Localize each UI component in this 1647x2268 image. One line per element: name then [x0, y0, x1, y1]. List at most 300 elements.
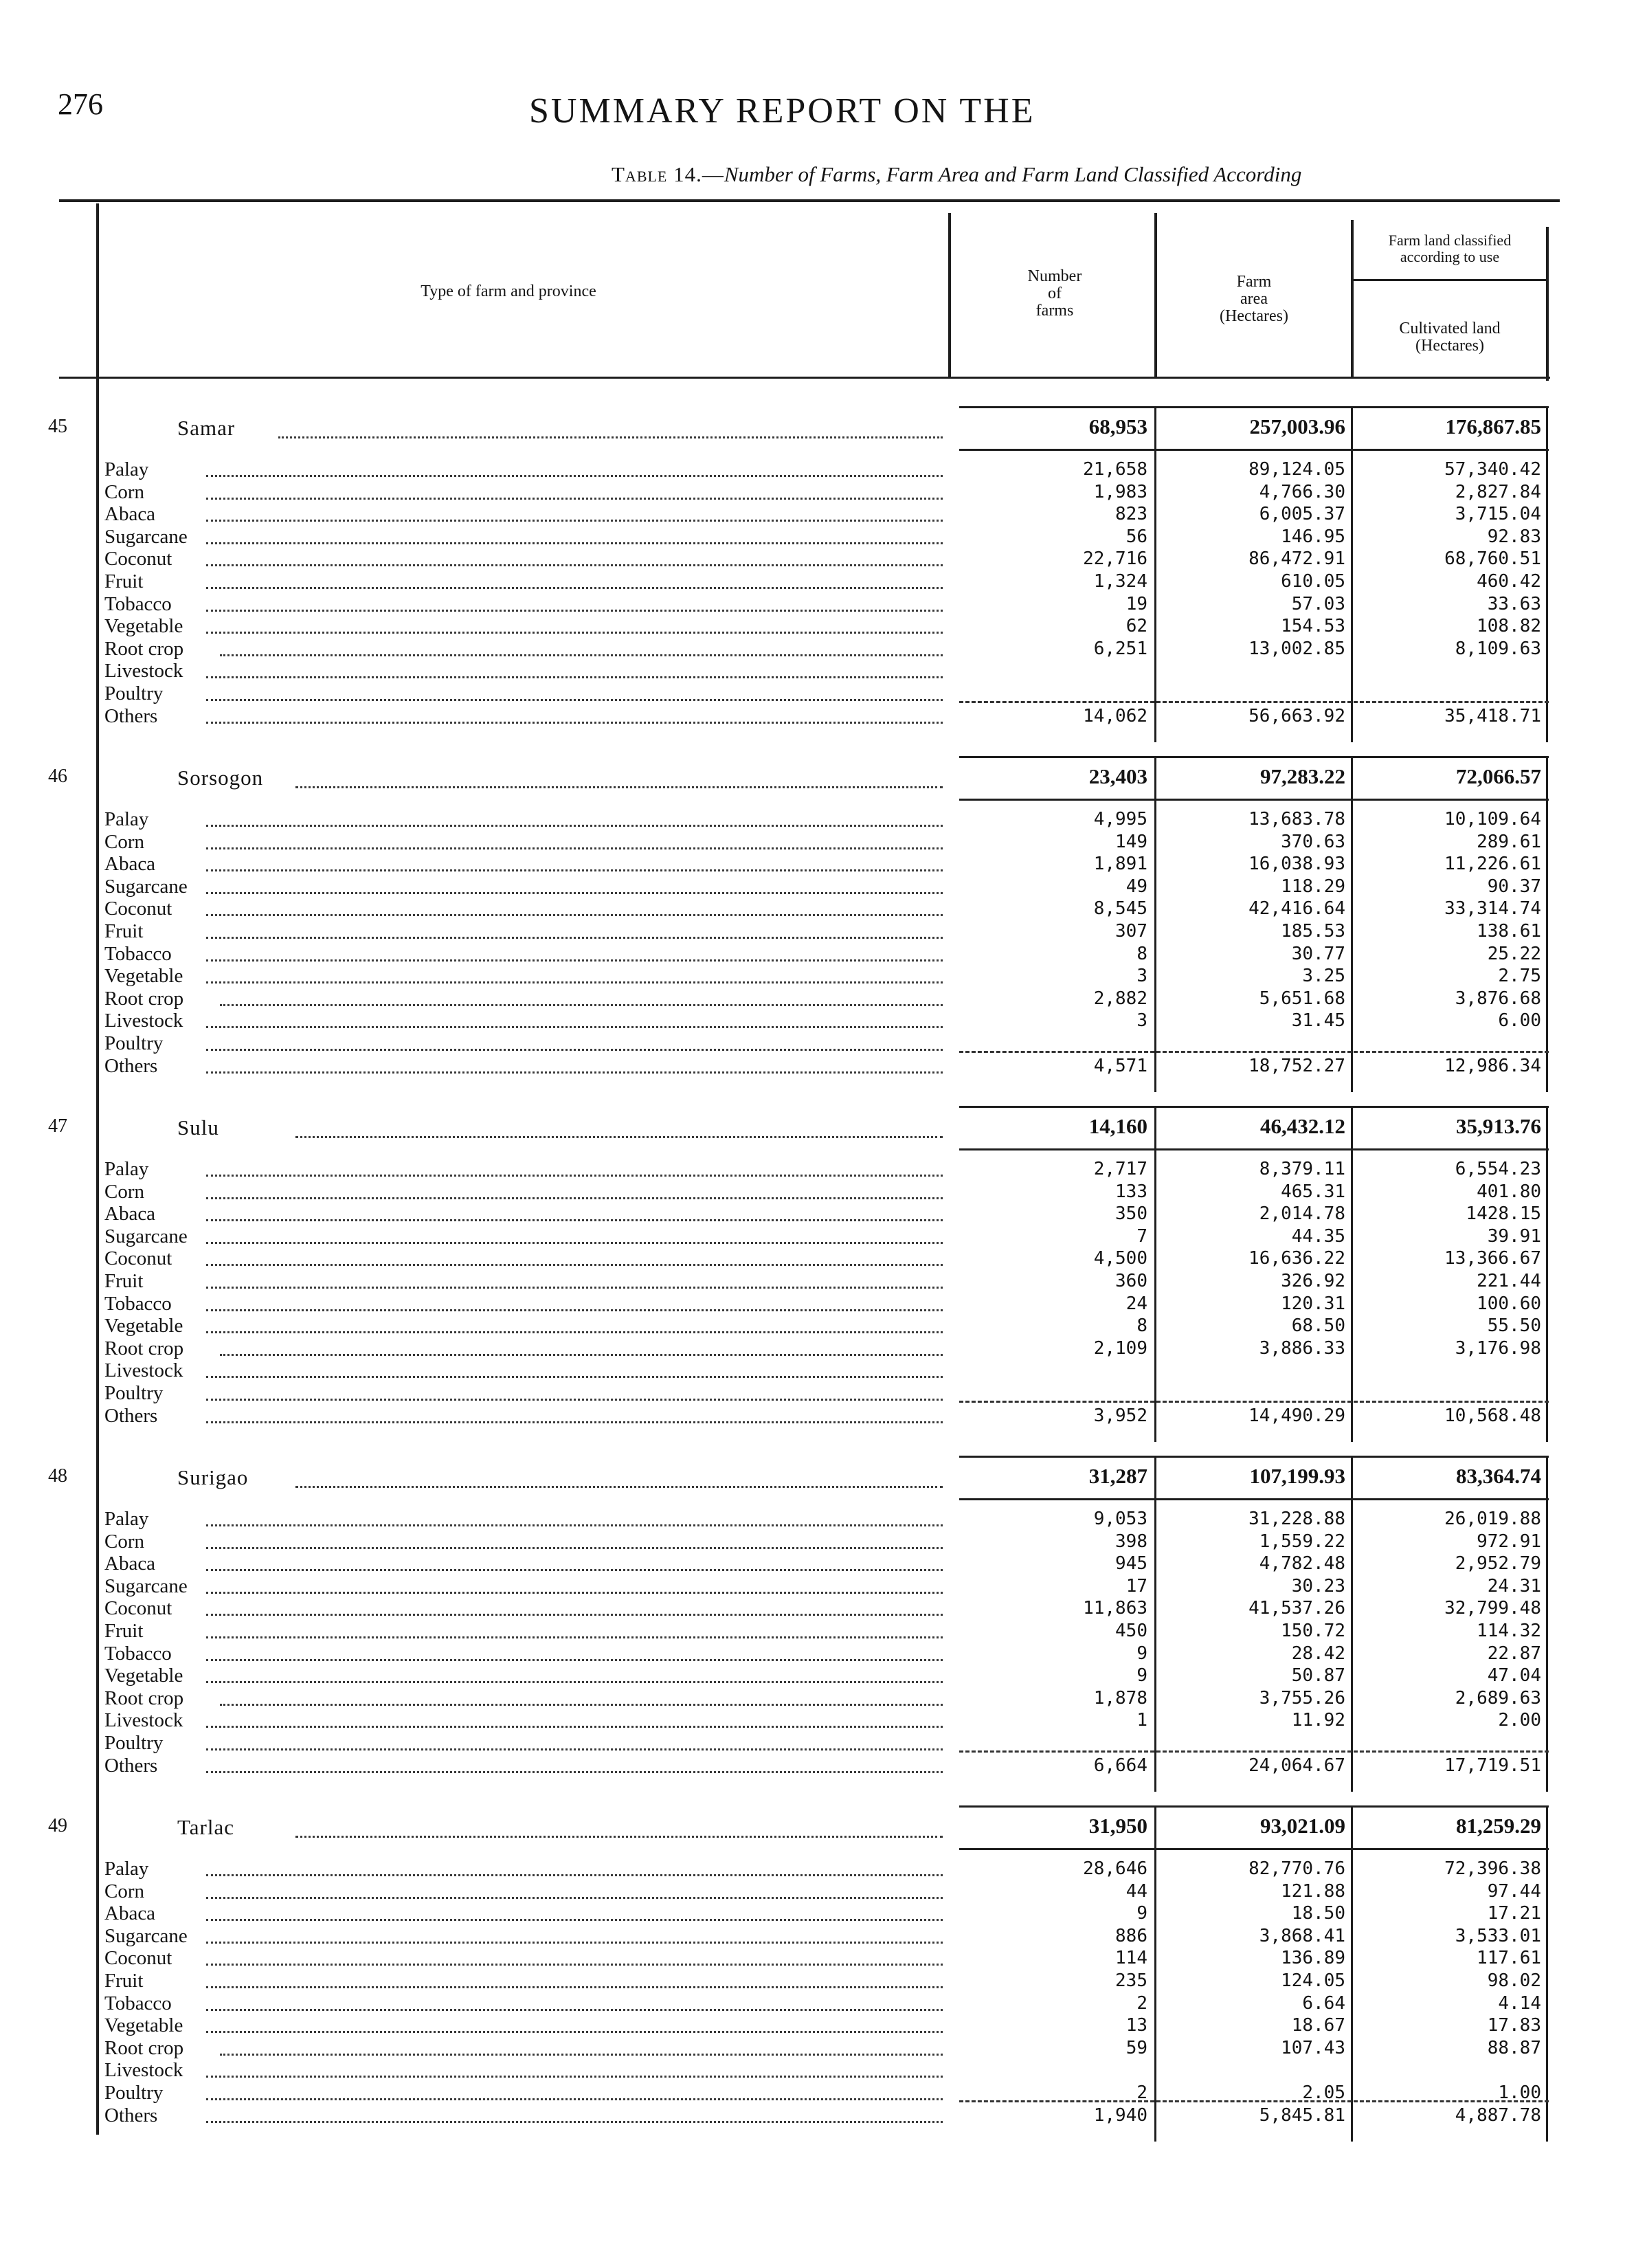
classified-header-rule — [1352, 279, 1547, 281]
column-divider — [1154, 1456, 1156, 1792]
dot-leader — [220, 1004, 943, 1006]
province-total-area: 97,283.22 — [1260, 764, 1345, 788]
cell-farms: 6,664 — [1093, 1755, 1147, 1776]
dot-leader — [206, 1614, 943, 1616]
header-farms — [969, 268, 1141, 320]
cell-cultivated: 401.80 — [1477, 1181, 1541, 1202]
cell-farms: 360 — [1115, 1271, 1147, 1291]
province-total-cultivated: 35,913.76 — [1456, 1114, 1541, 1138]
province-total-farms: 23,403 — [1088, 764, 1147, 788]
dot-leader — [206, 1681, 943, 1683]
cell-area: 124.05 — [1281, 1970, 1345, 1991]
cell-area: 31,228.88 — [1248, 1509, 1345, 1529]
dot-leader — [206, 632, 943, 634]
cell-cultivated: 1.00 — [1498, 2082, 1541, 2103]
cell-cultivated: 10,109.64 — [1444, 809, 1541, 830]
province-name: Sorsogon — [177, 766, 264, 790]
farm-type-label: Livestock — [104, 2059, 183, 2082]
cell-cultivated: 98.02 — [1487, 1970, 1541, 1991]
farm-type-label: Root crop — [104, 2036, 184, 2059]
dot-leader — [206, 1376, 943, 1378]
header-classified-line: according to use — [1400, 248, 1500, 265]
cell-area: 30.23 — [1291, 1575, 1345, 1597]
province-rule — [959, 1106, 1549, 1108]
table-caption-text: Number of Farms, Farm Area and Farm Land Classified According — [724, 162, 1302, 186]
dot-leader — [206, 1175, 943, 1177]
dot-leader — [206, 914, 943, 916]
cell-farms: 8,545 — [1093, 898, 1147, 920]
farm-type-label: Abaca — [104, 503, 156, 526]
dot-leader — [206, 1421, 943, 1423]
farm-type-label: Sugarcane — [104, 1575, 188, 1597]
cell-farms: 1,983 — [1093, 481, 1147, 502]
cell-farms: 1,324 — [1093, 571, 1147, 592]
dot-leader — [206, 1592, 943, 1594]
cell-farms: 3 — [1136, 966, 1147, 987]
cell-farms: 2 — [1136, 2082, 1147, 2103]
dot-leader — [206, 475, 943, 477]
province-total-area: 107,199.93 — [1249, 1464, 1345, 1488]
row-number: 47 — [48, 1115, 67, 1137]
cell-cultivated: 1428.15 — [1466, 1203, 1541, 1225]
dot-leader — [206, 1986, 943, 1988]
dot-leader — [206, 1569, 943, 1571]
farm-type-label: Livestock — [104, 1359, 183, 1382]
column-divider — [1546, 406, 1548, 742]
cell-area: 41,537.26 — [1248, 1598, 1345, 1619]
cell-cultivated: 33.63 — [1487, 593, 1541, 614]
cell-farms: 9 — [1136, 1903, 1147, 1924]
cell-area: 107.43 — [1281, 2037, 1345, 2058]
row-number: 46 — [48, 766, 67, 787]
cell-cultivated: 47.04 — [1487, 1665, 1541, 1687]
dot-leader — [206, 676, 943, 678]
cell-farms: 24 — [1125, 1293, 1147, 1314]
cell-farms: 13 — [1125, 2015, 1147, 2036]
cell-area: 8,379.11 — [1259, 1159, 1345, 1179]
column-divider — [1546, 756, 1548, 1092]
cell-farms: 11,863 — [1083, 1598, 1147, 1619]
province-total-farms: 31,287 — [1088, 1464, 1147, 1488]
dot-leader — [206, 825, 943, 827]
farm-type-label: Corn — [104, 830, 144, 853]
cell-cultivated: 26,019.88 — [1444, 1509, 1541, 1529]
cell-farms: 1,891 — [1093, 854, 1147, 875]
cell-cultivated: 972.91 — [1477, 1531, 1541, 1552]
column-divider — [1351, 1805, 1353, 2142]
column-divider — [1546, 1805, 1548, 2142]
header-area-line: Farm — [1236, 273, 1272, 291]
header-cultivated-line: Cultivated land — [1399, 320, 1501, 337]
dot-leader — [206, 1748, 943, 1750]
cell-area: 28.42 — [1291, 1643, 1345, 1664]
dot-leader — [206, 1874, 943, 1876]
dot-leader — [206, 1049, 943, 1051]
column-divider — [1351, 756, 1353, 1092]
cell-area: 68.50 — [1291, 1315, 1345, 1337]
cell-area: 4,782.48 — [1259, 1553, 1345, 1575]
cell-cultivated: 17,719.51 — [1444, 1755, 1541, 1776]
column-divider — [948, 213, 951, 378]
farm-type-label: Palay — [104, 458, 149, 480]
farm-type-label: Others — [104, 1754, 158, 1777]
dot-leader — [278, 436, 943, 438]
cell-cultivated: 33,314.74 — [1444, 898, 1541, 920]
farm-type-label: Corn — [104, 1880, 144, 1902]
farm-type-label: Corn — [104, 1180, 144, 1203]
cell-area: 16,038.93 — [1248, 854, 1345, 875]
province-rule — [959, 406, 1549, 408]
dot-leader — [206, 1919, 943, 1921]
table-caption — [612, 162, 1301, 187]
farm-type-label: Poultry — [104, 1732, 164, 1754]
dot-leader — [206, 1771, 943, 1773]
cell-cultivated: 114.32 — [1477, 1621, 1541, 1641]
dot-leader — [206, 2076, 943, 2078]
column-divider — [1351, 406, 1353, 742]
farm-type-label: Fruit — [104, 920, 144, 942]
farm-type-label: Fruit — [104, 570, 144, 592]
province-total-cultivated: 176,867.85 — [1445, 414, 1541, 438]
cell-area: 2,014.78 — [1259, 1203, 1345, 1225]
farm-type-label: Poultry — [104, 682, 164, 704]
dot-leader — [220, 654, 943, 656]
farm-type-label: Palay — [104, 1858, 149, 1880]
header-cultivated — [1354, 320, 1546, 355]
cell-farms: 7 — [1136, 1225, 1147, 1247]
farm-type-label: Sugarcane — [104, 525, 188, 548]
farm-type-label: Poultry — [104, 2082, 164, 2104]
farm-type-label: Coconut — [104, 548, 172, 570]
cell-farms: 1,878 — [1093, 1687, 1147, 1709]
others-separator — [959, 701, 1549, 703]
cell-area: 4,766.30 — [1259, 481, 1345, 502]
cell-cultivated: 3,176.98 — [1455, 1337, 1541, 1359]
column-divider — [1154, 1106, 1156, 1442]
cell-area: 13,683.78 — [1248, 809, 1345, 830]
dot-leader — [220, 2054, 943, 2056]
cell-area: 6.64 — [1302, 1992, 1345, 2014]
farm-type-label: Fruit — [104, 1270, 144, 1292]
farm-type-label: Abaca — [104, 1203, 156, 1225]
province-total-farms: 68,953 — [1088, 414, 1147, 438]
column-divider — [96, 203, 99, 2135]
dot-leader — [206, 520, 943, 522]
farm-type-label: Coconut — [104, 898, 172, 920]
cell-farms: 450 — [1115, 1621, 1147, 1641]
cell-area: 3.25 — [1302, 966, 1345, 987]
others-separator — [959, 2100, 1549, 2102]
province-rule — [959, 449, 1549, 451]
cell-cultivated: 55.50 — [1487, 1315, 1541, 1337]
dot-leader — [206, 1331, 943, 1333]
cell-cultivated: 57,340.42 — [1444, 459, 1541, 480]
header-farms-line: of — [1048, 285, 1062, 302]
cell-cultivated: 100.60 — [1477, 1293, 1541, 1314]
cell-farms: 22,716 — [1083, 548, 1147, 570]
header-farms-line: Number — [1027, 267, 1082, 285]
cell-farms: 114 — [1115, 1948, 1147, 1969]
row-number: 45 — [48, 416, 67, 437]
cell-area: 16,636.22 — [1248, 1248, 1345, 1269]
cell-farms: 2,882 — [1093, 988, 1147, 1009]
dot-leader — [295, 1486, 943, 1488]
cell-farms: 44 — [1125, 1880, 1147, 1902]
page-number: 276 — [58, 87, 103, 121]
others-separator — [959, 1051, 1549, 1053]
dot-leader — [206, 610, 943, 612]
cell-area: 18.50 — [1291, 1903, 1345, 1924]
farm-type-label: Root crop — [104, 1687, 184, 1709]
dot-leader — [206, 1197, 943, 1199]
header-area-line: (Hectares) — [1220, 307, 1288, 325]
dot-leader — [206, 892, 943, 894]
cell-farms: 59 — [1125, 2037, 1147, 2058]
dot-leader — [206, 587, 943, 589]
dot-leader — [206, 1287, 943, 1289]
farm-type-label: Vegetable — [104, 615, 183, 638]
farm-type-label: Abaca — [104, 1902, 156, 1925]
cell-area: 50.87 — [1291, 1665, 1345, 1687]
cell-farms: 823 — [1115, 504, 1147, 525]
cell-area: 121.88 — [1281, 1880, 1345, 1902]
farm-type-label: Coconut — [104, 1247, 172, 1270]
row-number: 49 — [48, 1815, 67, 1836]
cell-cultivated: 289.61 — [1477, 831, 1541, 852]
province-rule — [959, 1148, 1549, 1150]
header-classified — [1354, 232, 1546, 265]
cell-cultivated: 4,887.78 — [1455, 2104, 1541, 2126]
header-farms-line: farms — [1035, 302, 1074, 320]
cell-farms: 4,500 — [1093, 1248, 1147, 1269]
cell-cultivated: 4.14 — [1498, 1992, 1541, 2014]
cell-cultivated: 108.82 — [1477, 616, 1541, 637]
cell-cultivated: 68,760.51 — [1444, 548, 1541, 570]
farm-type-label: Vegetable — [104, 2014, 183, 2037]
cell-farms: 350 — [1115, 1203, 1147, 1225]
dot-leader — [206, 1659, 943, 1661]
farm-type-label: Others — [104, 1054, 158, 1077]
cell-cultivated: 3,533.01 — [1455, 1925, 1541, 1946]
province-total-area: 93,021.09 — [1260, 1814, 1345, 1838]
cell-cultivated: 39.91 — [1487, 1225, 1541, 1247]
column-divider — [1351, 1456, 1353, 1792]
farm-type-label: Tobacco — [104, 1292, 172, 1315]
cell-area: 5,651.68 — [1259, 988, 1345, 1009]
cell-area: 150.72 — [1281, 1621, 1345, 1641]
province-rule — [959, 799, 1549, 801]
cell-cultivated: 2.00 — [1498, 1710, 1541, 1731]
dot-leader — [206, 699, 943, 701]
dot-leader — [206, 981, 943, 983]
dot-leader — [295, 1136, 943, 1138]
cell-farms: 3 — [1136, 1010, 1147, 1032]
cell-area: 30.77 — [1291, 943, 1345, 964]
cell-farms: 4,571 — [1093, 1055, 1147, 1076]
cell-area: 42,416.64 — [1248, 898, 1345, 920]
dot-leader — [220, 1354, 943, 1356]
dot-leader — [206, 1964, 943, 1966]
cell-area: 89,124.05 — [1248, 459, 1345, 480]
farm-type-label: Fruit — [104, 1970, 144, 1992]
dot-leader — [206, 2098, 943, 2100]
farm-type-label: Vegetable — [104, 1315, 183, 1337]
province-total-area: 46,432.12 — [1260, 1114, 1345, 1138]
cell-area: 56,663.92 — [1248, 705, 1345, 726]
farm-type-label: Vegetable — [104, 1665, 183, 1687]
cell-area: 118.29 — [1281, 876, 1345, 897]
cell-farms: 8 — [1136, 943, 1147, 964]
cell-farms: 62 — [1125, 616, 1147, 637]
dot-leader — [295, 786, 943, 788]
cell-cultivated: 11,226.61 — [1444, 854, 1541, 875]
province-rule — [959, 1498, 1549, 1500]
cell-farms: 4,995 — [1093, 809, 1147, 830]
cell-farms: 398 — [1115, 1531, 1147, 1552]
cell-farms: 2,717 — [1093, 1159, 1147, 1179]
dot-leader — [206, 1547, 943, 1549]
cell-farms: 8 — [1136, 1315, 1147, 1337]
dot-leader — [206, 1309, 943, 1311]
cell-cultivated: 6,554.23 — [1455, 1159, 1541, 1179]
header-classified-line: Farm land classified — [1388, 232, 1512, 249]
farm-type-label: Others — [104, 1404, 158, 1427]
cell-area: 6,005.37 — [1259, 504, 1345, 525]
column-divider — [1546, 1456, 1548, 1792]
cell-farms: 149 — [1115, 831, 1147, 852]
farm-type-label: Sugarcane — [104, 1924, 188, 1947]
report-title: SUMMARY REPORT ON THE — [529, 91, 1035, 131]
province-name: Surigao — [177, 1465, 249, 1489]
cell-area: 3,868.41 — [1259, 1925, 1345, 1946]
farm-type-label: Coconut — [104, 1597, 172, 1620]
cell-area: 136.89 — [1281, 1948, 1345, 1969]
cell-area: 24,064.67 — [1248, 1755, 1345, 1776]
column-divider — [1154, 1805, 1156, 2142]
header-type: Type of farm and province — [421, 282, 596, 300]
province-total-cultivated: 72,066.57 — [1456, 764, 1541, 788]
province-total-cultivated: 83,364.74 — [1456, 1464, 1541, 1488]
cell-cultivated: 2,952.79 — [1455, 1553, 1541, 1575]
province-rule — [959, 1456, 1549, 1458]
cell-farms: 28,646 — [1083, 1858, 1147, 1879]
province-total-farms: 31,950 — [1088, 1814, 1147, 1838]
table-top-rule — [59, 199, 1560, 202]
cell-area: 11.92 — [1291, 1710, 1345, 1731]
farm-type-label: Abaca — [104, 853, 156, 876]
dot-leader — [206, 1219, 943, 1221]
farm-type-label: Livestock — [104, 1709, 183, 1732]
dot-leader — [206, 2121, 943, 2123]
province-rule — [959, 1805, 1549, 1808]
farm-type-label: Root crop — [104, 1337, 184, 1359]
header-bottom-rule — [59, 377, 1550, 379]
cell-area: 610.05 — [1281, 571, 1345, 592]
dot-leader — [206, 1942, 943, 1944]
dot-leader — [206, 1524, 943, 1526]
farm-type-label: Sugarcane — [104, 875, 188, 898]
farm-type-label: Tobacco — [104, 1642, 172, 1665]
dot-leader — [206, 722, 943, 724]
cell-cultivated: 460.42 — [1477, 571, 1541, 592]
cell-cultivated: 17.83 — [1487, 2015, 1541, 2036]
dot-leader — [206, 2031, 943, 2033]
farm-type-label: Tobacco — [104, 592, 172, 615]
farm-type-label: Fruit — [104, 1620, 144, 1642]
province-name: Samar — [177, 416, 236, 440]
cell-cultivated: 22.87 — [1487, 1643, 1541, 1664]
others-separator — [959, 1750, 1549, 1753]
cell-farms: 9,053 — [1093, 1509, 1147, 1529]
province-rule — [959, 1848, 1549, 1850]
cell-farms: 3,952 — [1093, 1405, 1147, 1426]
province-total-farms: 14,160 — [1088, 1114, 1147, 1138]
cell-area: 57.03 — [1291, 593, 1345, 614]
farm-type-label: Others — [104, 704, 158, 727]
cell-area: 185.53 — [1281, 921, 1345, 942]
farm-type-label: Livestock — [104, 660, 183, 682]
farm-type-label: Corn — [104, 480, 144, 503]
cell-cultivated: 32,799.48 — [1444, 1598, 1541, 1619]
province-name: Sulu — [177, 1115, 219, 1139]
header-area — [1168, 274, 1340, 325]
cell-area: 3,886.33 — [1259, 1337, 1345, 1359]
column-divider — [1154, 213, 1157, 378]
cell-farms: 2,109 — [1093, 1337, 1147, 1359]
cell-farms: 19 — [1125, 593, 1147, 614]
dot-leader — [206, 1399, 943, 1401]
cell-farms: 9 — [1136, 1643, 1147, 1664]
cell-area: 5,845.81 — [1259, 2104, 1345, 2126]
farm-type-label: Sugarcane — [104, 1225, 188, 1247]
farm-type-label: Palay — [104, 1508, 149, 1530]
cell-area: 154.53 — [1281, 616, 1345, 637]
cell-cultivated: 13,366.67 — [1444, 1248, 1541, 1269]
column-divider — [1546, 227, 1549, 381]
column-divider — [1546, 1106, 1548, 1442]
cell-cultivated: 10,568.48 — [1444, 1405, 1541, 1426]
cell-area: 370.63 — [1281, 831, 1345, 852]
province-name: Tarlac — [177, 1815, 234, 1839]
province-total-cultivated: 81,259.29 — [1456, 1814, 1541, 1838]
cell-cultivated: 24.31 — [1487, 1575, 1541, 1597]
column-divider — [1154, 406, 1156, 742]
cell-farms: 1,940 — [1093, 2104, 1147, 2126]
dot-leader — [206, 1242, 943, 1244]
cell-farms: 307 — [1115, 921, 1147, 942]
cell-cultivated: 72,396.38 — [1444, 1858, 1541, 1879]
cell-farms: 17 — [1125, 1575, 1147, 1597]
cell-farms: 6,251 — [1093, 638, 1147, 659]
header-area-line: area — [1240, 290, 1268, 308]
cell-area: 13,002.85 — [1248, 638, 1345, 659]
farm-type-label: Livestock — [104, 1010, 183, 1032]
cell-cultivated: 221.44 — [1477, 1271, 1541, 1291]
cell-cultivated: 117.61 — [1477, 1948, 1541, 1969]
cell-area: 1,559.22 — [1259, 1531, 1345, 1552]
header-cultivated-line: (Hectares) — [1415, 337, 1484, 355]
dot-leader — [206, 1636, 943, 1638]
cell-cultivated: 97.44 — [1487, 1880, 1541, 1902]
dot-leader — [206, 847, 943, 849]
cell-area: 86,472.91 — [1248, 548, 1345, 570]
cell-farms: 886 — [1115, 1925, 1147, 1946]
cell-farms: 945 — [1115, 1553, 1147, 1575]
cell-cultivated: 3,715.04 — [1455, 504, 1541, 525]
cell-farms: 9 — [1136, 1665, 1147, 1687]
farm-type-label: Poultry — [104, 1032, 164, 1054]
cell-area: 3,755.26 — [1259, 1687, 1345, 1709]
